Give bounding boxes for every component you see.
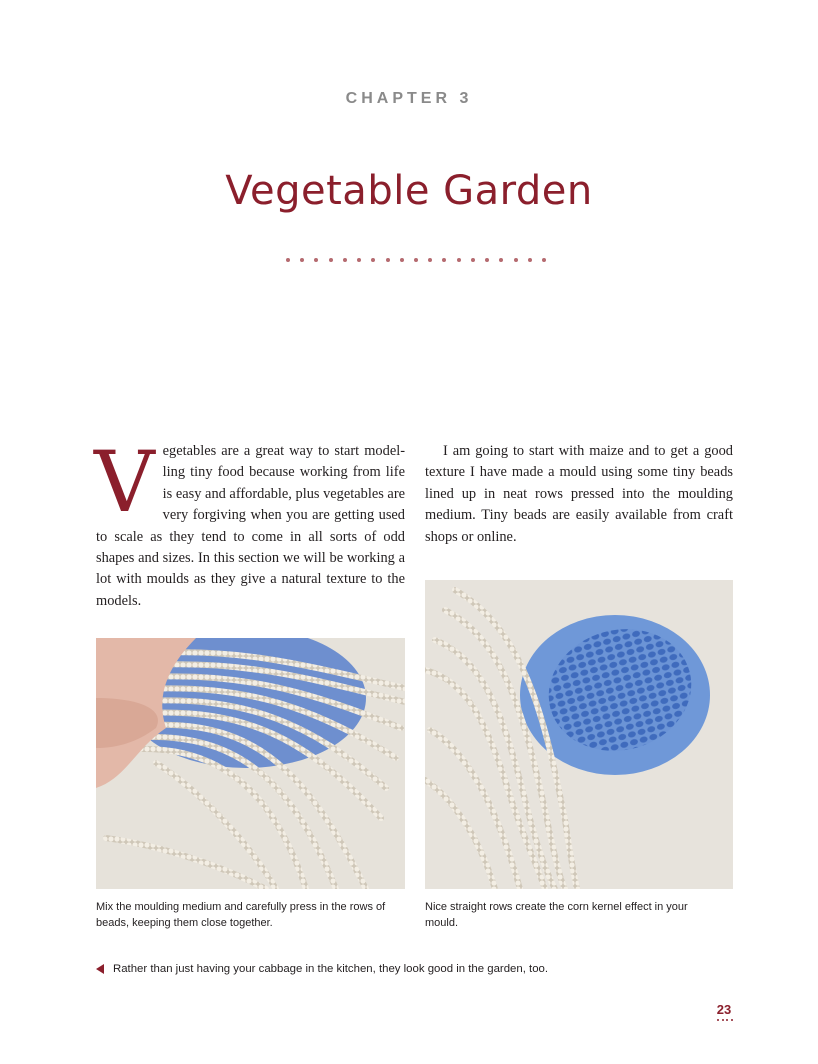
divider-dot: [442, 258, 446, 262]
body-paragraph-left: egetables are a great way to start model-ling tiny food because working from life is easy and affordable, plus vegetables are very forgiving when you are getting used to scale as they tend to come in all sorts of odd shapes and sizes. In this section we will be working a lot with moulds as they give a natural texture to the models.: [96, 443, 405, 609]
caption-right: Nice straight rows create the corn kernel effect in your mould.: [425, 901, 688, 929]
divider-dot: [414, 258, 418, 262]
footnote-text: Rather than just having your cabbage in the kitchen, they look good in the garden, too.: [113, 963, 549, 975]
divider-dot: [542, 258, 546, 262]
divider-dot: [314, 258, 318, 262]
photo-blue-mould: [425, 580, 733, 889]
divider-dot: [357, 258, 361, 262]
divider-dot: [300, 258, 304, 262]
body-column-right: I am going to start with maize and to get a good texture I have made a mould using some tiny beads lined up in neat rows pressed into the moulding medium. Tiny beads are easily available from craft shops or online.: [425, 443, 733, 545]
chapter-label: CHAPTER 3: [345, 90, 473, 107]
divider-dot: [457, 258, 461, 262]
divider-dot: [400, 258, 404, 262]
divider-dot: [386, 258, 390, 262]
divider-dot: [485, 258, 489, 262]
page-number-dots: [717, 1019, 733, 1022]
chapter-title: Vegetable Garden: [225, 168, 593, 214]
divider-dot: [343, 258, 347, 262]
divider-dot: [528, 258, 532, 262]
page-number: 23: [716, 1002, 732, 1017]
divider-dot: [286, 258, 290, 262]
photo-beads-pressing: [96, 638, 405, 889]
divider-dot: [371, 258, 375, 262]
drop-cap: V: [94, 433, 155, 531]
footnote: [96, 963, 736, 975]
divider-dot: [329, 258, 333, 262]
divider-dot: [428, 258, 432, 262]
dot-divider: [286, 258, 546, 264]
caption-left: Mix the moulding medium and carefully press in the rows of beads, keeping them close together.: [96, 901, 386, 929]
body-column-left: [94, 433, 405, 612]
divider-dot: [471, 258, 475, 262]
left-arrow-icon: [96, 964, 104, 974]
divider-dot: [499, 258, 503, 262]
divider-dot: [514, 258, 518, 262]
